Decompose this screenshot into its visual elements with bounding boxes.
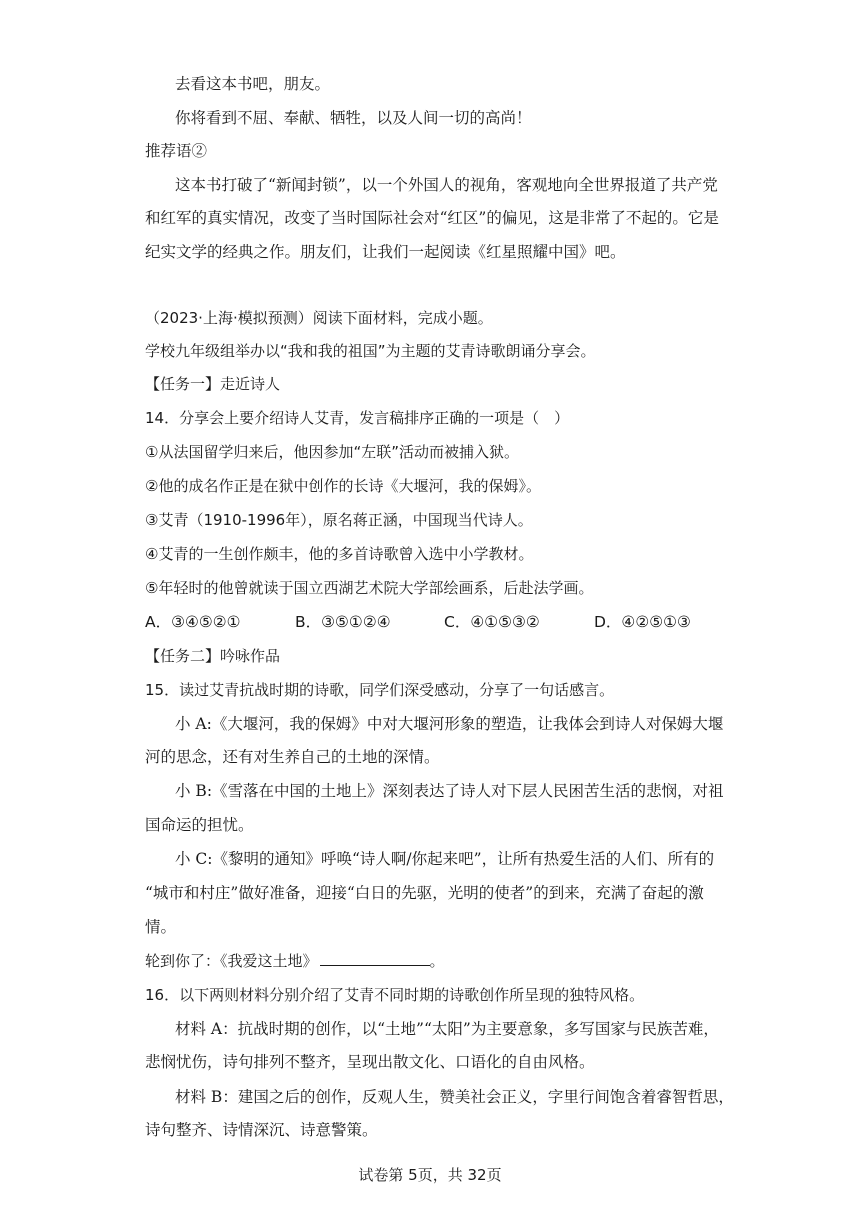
question-14-item: ①从法国留学归来后，他因参加“左联”活动而被捕入狱。 [145, 443, 519, 461]
question-14-item: ④艾青的一生创作颇丰，他的多首诗歌曾入选中小学教材。 [145, 545, 534, 563]
question-14-stem: 14．分享会上要介绍诗人艾青，发言稿排序正确的一项是（ ） [145, 409, 570, 427]
question-14-item: ②他的成名作正是在狱中创作的长诗《大堰河，我的保姆》。 [145, 477, 541, 495]
material-b-text: 材料 B：建国之后的创作，反观人生，赞美社会正义，字里行间饱含着睿智哲思， [175, 1088, 734, 1106]
recommendation-line: 这本书打破了“新闻封锁”，以一个外国人的视角，客观地向全世界报道了共产党 [175, 176, 718, 194]
question-16-stem: 16．以下两则材料分别介绍了艾青不同时期的诗歌创作所呈现的独特风格。 [145, 986, 645, 1004]
question-15-stem: 15．读过艾青抗战时期的诗歌，同学们深受感动，分享了一句话感言。 [145, 681, 615, 699]
question-14-option-b: B．③⑤①②④ [295, 613, 391, 631]
student-a-comment: 小 A:《大堰河，我的保姆》中对大堰河形象的塑造，让我体会到诗人对保姆大堰 [175, 715, 724, 733]
student-c-comment: 情。 [145, 918, 177, 936]
your-turn-suffix: 。 [429, 952, 445, 970]
page-footer: 试卷第 5页，共 32页 [358, 1166, 502, 1184]
recommendation-line: 纪实文学的经典之作。朋友们，让我们一起阅读《红星照耀中国》吧。 [145, 243, 626, 261]
question-source: （2023·上海·模拟预测）阅读下面材料，完成小题。 [145, 309, 493, 327]
student-c-comment: “城市和村庄”做好准备，迎接“白日的先驱，光明的使者”的到来，充满了奋起的激 [145, 884, 704, 902]
poem-line-2: 你将看到不屈、奉献、牺牲，以及人间一切的高尚！ [175, 109, 532, 127]
recommendation-heading: 推荐语② [145, 142, 208, 160]
poem-line-1: 去看这本书吧，朋友。 [175, 75, 331, 93]
material-b-text: 诗句整齐、诗情深沉、诗意警策。 [145, 1121, 378, 1139]
material-a-text: 材料 A：抗战时期的创作，以“土地”“太阳”为主要意象，多写国家与民族苦难， [175, 1020, 719, 1038]
student-a-comment: 河的思念，还有对生养自己的土地的深情。 [145, 748, 440, 766]
task-two-heading: 【任务二】吟咏作品 [145, 647, 281, 665]
question-14-item: ⑤年轻时的他曾就读于国立西湖艺术院大学部绘画系，后赴法学画。 [145, 579, 594, 597]
section-intro: 学校九年级组举办以“我和我的祖国”为主题的艾青诗歌朗诵分享会。 [145, 342, 596, 360]
question-14-option-d: D．④②⑤①③ [594, 613, 691, 631]
answer-blank[interactable] [320, 951, 430, 966]
material-a-text: 悲悯忧伤，诗句排列不整齐，呈现出散文化、口语化的自由风格。 [145, 1053, 595, 1071]
recommendation-line: 和红军的真实情况，改变了当时国际社会对“红区”的偏见，这是非常了不起的。它是 [145, 209, 719, 227]
student-b-comment: 国命运的担忧。 [145, 816, 254, 834]
task-one-heading: 【任务一】走近诗人 [145, 375, 281, 393]
question-14-option-c: C．④①⑤③② [444, 613, 540, 631]
question-14-option-a: A．③④⑤②① [145, 613, 241, 631]
student-b-comment: 小 B:《雪落在中国的土地上》深刻表达了诗人对下层人民困苦生活的悲悯，对祖 [175, 782, 724, 800]
student-c-comment: 小 C:《黎明的通知》呼唤“诗人啊/你起来吧”，让所有热爱生活的人们、所有的 [175, 850, 715, 868]
your-turn-line [145, 951, 445, 971]
your-turn-prefix: 轮到你了：《我爱这土地》 [145, 952, 318, 970]
question-14-item: ③艾青（1910-1996年），原名蒋正涵，中国现当代诗人。 [145, 511, 533, 529]
